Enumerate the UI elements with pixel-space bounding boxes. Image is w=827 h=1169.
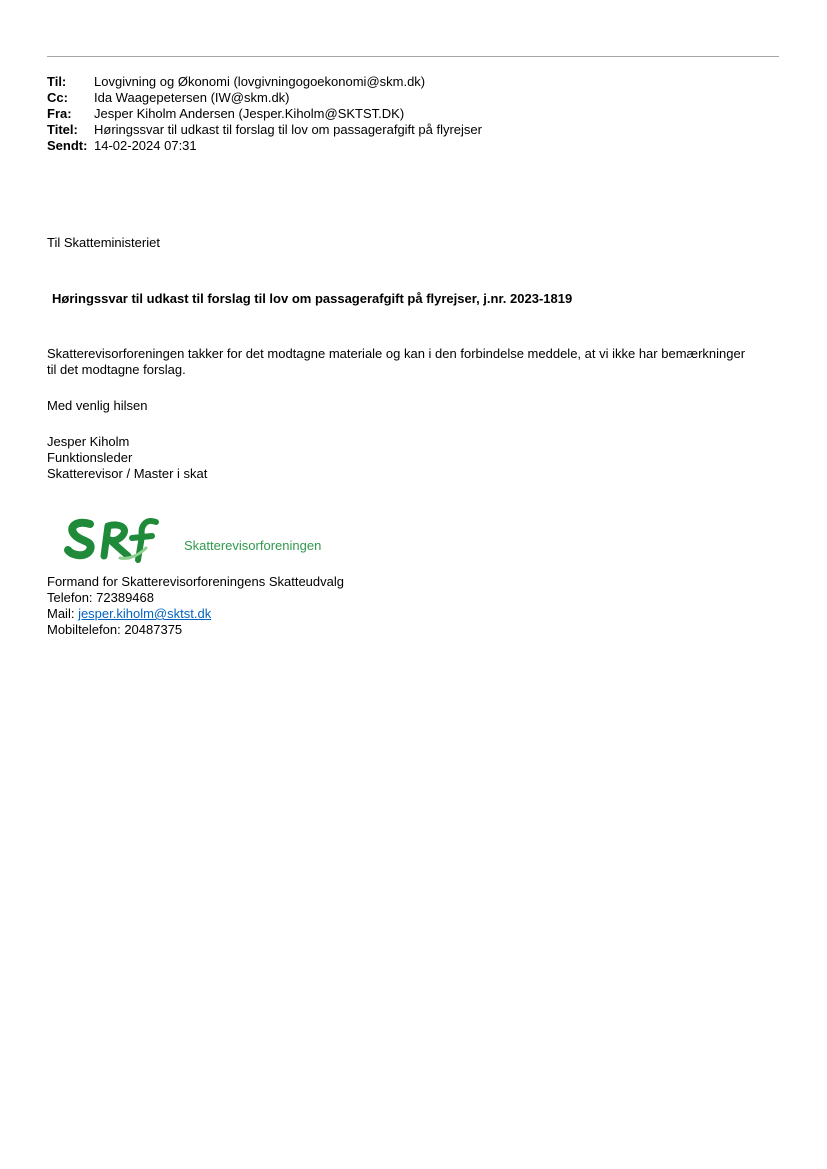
title-label: Titel: — [47, 122, 78, 137]
signature-title: Skatterevisor / Master i skat — [47, 466, 208, 481]
from-row — [47, 106, 482, 122]
from-value: Jesper Kiholm Andersen (Jesper.Kiholm@SKTST.DK) — [94, 106, 405, 121]
title-row — [47, 122, 482, 138]
to-label: Til: — [47, 74, 67, 89]
to-value: Lovgivning og Økonomi (lovgivningogoekonomi@skm.dk) — [94, 74, 426, 89]
mail-label: Mail: — [47, 606, 79, 621]
header-divider — [47, 56, 779, 57]
signature-block — [47, 434, 207, 482]
cc-value: Ida Waagepetersen (IW@skm.dk) — [94, 90, 290, 105]
to-row — [47, 74, 482, 90]
cc-label: Cc: — [47, 90, 68, 105]
signature-name: Jesper Kiholm — [47, 434, 130, 449]
signature-position: Formand for Skatterevisorforeningens Skatteudvalg — [47, 574, 344, 589]
email-header — [47, 74, 482, 154]
signature-mobile: Mobiltelefon: 20487375 — [47, 622, 183, 637]
signature-role: Funktionsleder — [47, 450, 133, 465]
sent-row — [47, 138, 482, 154]
contact-block — [47, 574, 344, 638]
from-label: Fra: — [47, 106, 72, 121]
letter-greeting: Til Skatteministeriet — [47, 235, 160, 250]
cc-row — [47, 90, 482, 106]
letter-closing: Med venlig hilsen — [47, 398, 148, 413]
signature-mail-row — [47, 606, 344, 622]
letter-subject: Høringssvar til udkast til forslag til lov om passagerafgift på flyrejser, j.nr. 2023-1819 — [52, 291, 573, 306]
title-value: Høringssvar til udkast til forslag til lov om passagerafgift på flyrejser — [94, 122, 482, 137]
mail-link[interactable]: jesper.kiholm@sktst.dk — [78, 606, 212, 621]
sent-label: Sendt: — [47, 138, 88, 153]
signature-phone: Telefon: 72389468 — [47, 590, 154, 605]
sent-value: 14-02-2024 07:31 — [94, 138, 197, 153]
letter-body: Skatterevisorforeningen takker for det modtagne materiale og kan i den forbindelse meddele, at vi ikke har bemærkninger til det modtagne forslag. — [47, 346, 746, 377]
srf-logo-icon — [60, 514, 170, 564]
logo-org-name: Skatterevisorforeningen — [184, 538, 322, 553]
